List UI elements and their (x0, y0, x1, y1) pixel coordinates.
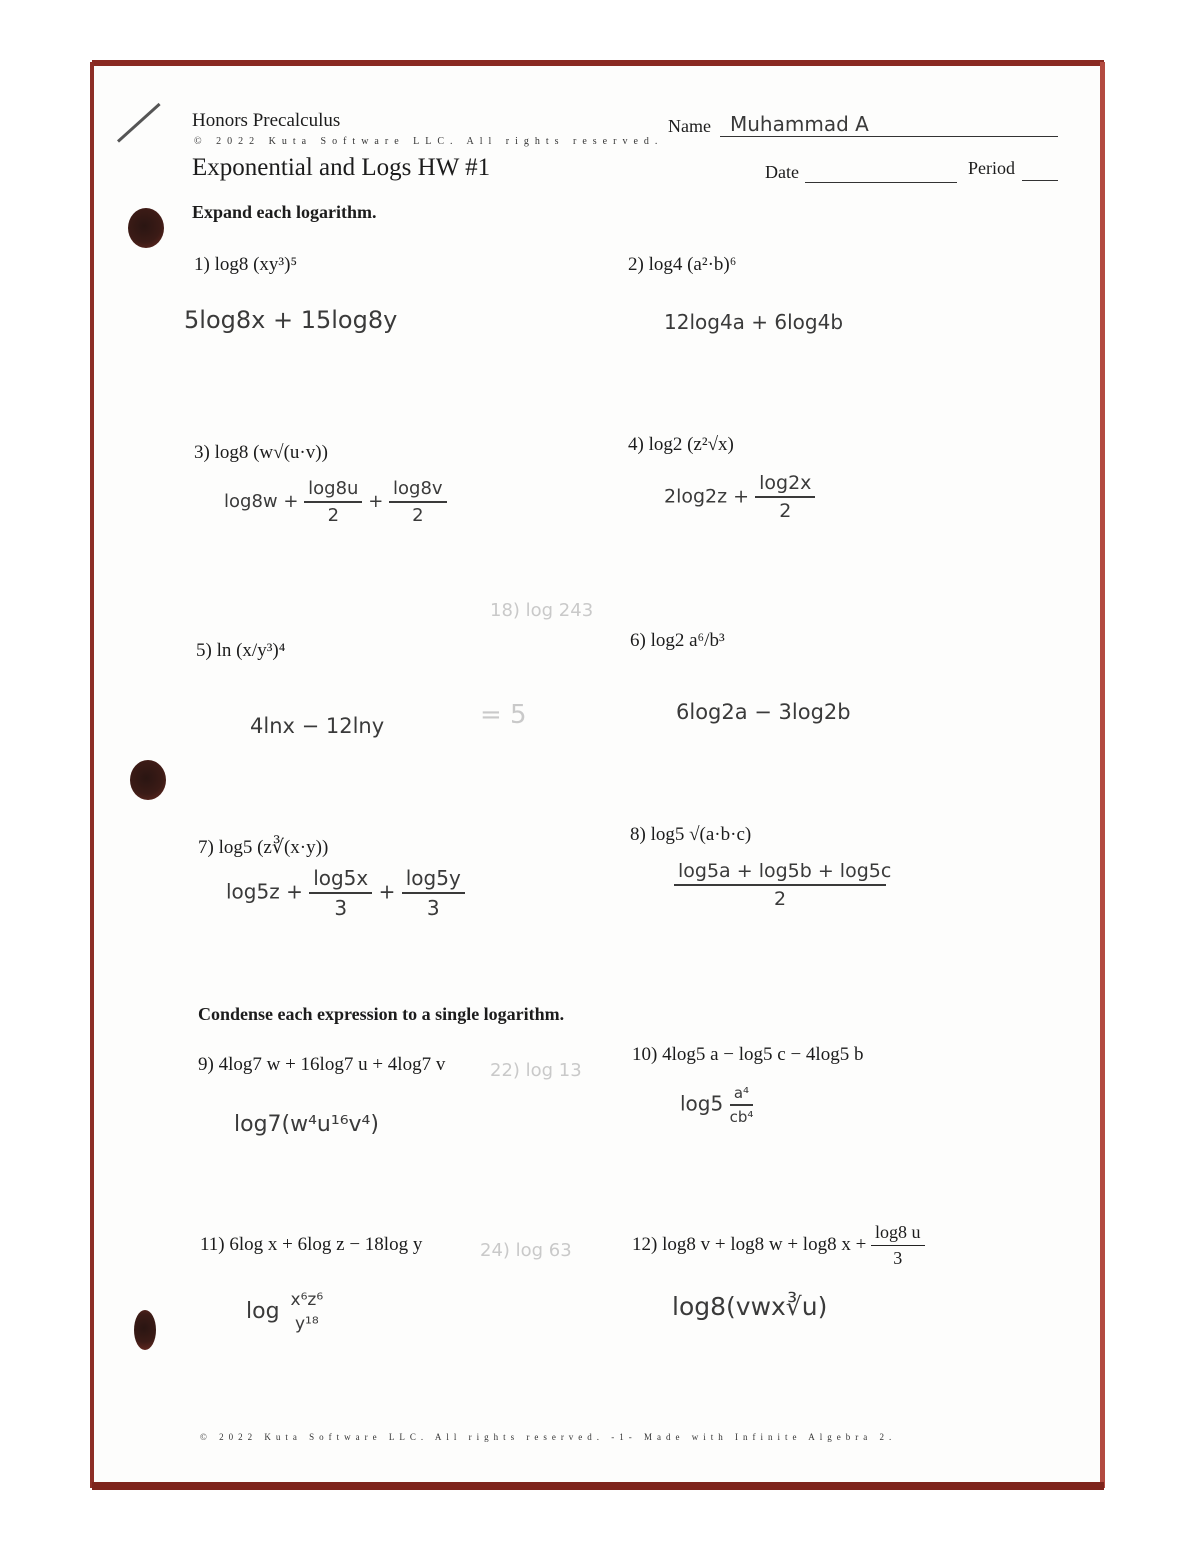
answer-term: 2log2z + (664, 485, 750, 508)
answer-term: log5 (680, 1091, 724, 1116)
fraction-denominator: 2 (327, 505, 340, 526)
problem-number: 1) (194, 254, 210, 275)
answer-1: 5log8x + 15log8y (184, 306, 398, 334)
problem-expression: 6log x + 6log z − 18log y (229, 1234, 423, 1255)
answer-term: log5z + (226, 879, 303, 904)
fraction-denominator: y¹⁸ (295, 1314, 319, 1334)
problem-8 (630, 824, 751, 846)
binder-hole-middle (130, 760, 166, 800)
show-through-mark: 22) log 13 (490, 1060, 582, 1081)
problem-5 (196, 640, 285, 662)
problem-number: 11) (200, 1234, 225, 1255)
period-label: Period (968, 158, 1015, 178)
fraction-denominator: 3 (893, 1248, 903, 1268)
show-through-mark: = 5 (480, 700, 527, 730)
fraction-numerator: log5y (402, 866, 465, 894)
fraction-numerator: a⁴ (730, 1084, 754, 1106)
problem-10 (632, 1044, 863, 1066)
problem-number: 6) (630, 630, 646, 651)
fraction-denominator: 2 (779, 500, 792, 522)
name-label: Name (668, 116, 711, 136)
course-name: Honors Precalculus (192, 110, 341, 131)
answer-fraction (287, 1290, 328, 1334)
problem-expression: log4 (a²·b)⁶ (648, 254, 737, 275)
binder-hole-top (128, 208, 164, 248)
answer-9: log7(w⁴u¹⁶v⁴) (234, 1112, 379, 1137)
problem-number: 9) (198, 1054, 214, 1075)
answer-term: log (246, 1299, 280, 1324)
problem-expression: 4log7 w + 16log7 u + 4log7 v (218, 1054, 446, 1075)
scan-edge-right (1100, 62, 1105, 1488)
answer-7: log5z + $\frac{\log 5x}{3}$ + $\frac{\log 5y}{3}$ (226, 866, 465, 920)
scan-edge-bottom (92, 1482, 1104, 1490)
fraction-numerator: log5a + log5b + log5c (674, 860, 886, 886)
copyright-notice: © 2022 Kuta Software LLC. All rights reserved. (194, 136, 664, 147)
problem-expression: log5 √(a·b·c) (650, 824, 752, 845)
answer-term: log8w + (224, 491, 299, 512)
fraction-numerator: log2x (755, 472, 815, 498)
section-condense-heading: Condense each expression to a single logarithm. (198, 1004, 565, 1024)
problem-fraction (871, 1222, 925, 1269)
answer-12: log8(vwx∛u) (672, 1292, 828, 1321)
answer-3: log8w + $\frac{\log 8u}{2}$ + $\frac{\log 8v}{2}$ (224, 478, 447, 526)
name-field[interactable] (720, 112, 1058, 137)
problem-number: 4) (628, 434, 644, 455)
problem-expression: 4log5 a − log5 c − 4log5 b (662, 1044, 864, 1065)
fraction-denominator: 2 (412, 505, 424, 526)
answer-4 (664, 472, 815, 522)
fraction-denominator: 2 (773, 888, 787, 910)
problem-number: 8) (630, 824, 646, 845)
answer-fraction (389, 478, 447, 526)
answer-10 (680, 1084, 753, 1126)
fraction-denominator: 3 (334, 896, 348, 920)
problem-expression: log5 (z∛(x·y)) (218, 837, 329, 858)
problem-3 (194, 442, 328, 464)
fraction-numerator: log8u (304, 478, 362, 503)
date-label: Date (765, 162, 799, 182)
page-title: Exponential and Logs HW #1 (192, 154, 491, 181)
period-field[interactable] (1022, 156, 1058, 181)
fraction-numerator: log8v (389, 478, 447, 503)
answer-fraction (755, 472, 815, 522)
problem-expression: log2 (z²√x) (648, 434, 734, 455)
problem-number: 7) (198, 837, 214, 858)
problem-expression: log8 v + log8 w + log8 x + (662, 1233, 867, 1255)
problem-12 (632, 1222, 925, 1269)
fraction-denominator: cb⁴ (729, 1108, 754, 1126)
problem-1 (194, 254, 297, 276)
page-footer: © 2022 Kuta Software LLC. All rights reserved. -1- Made with Infinite Algebra 2. (200, 1432, 897, 1442)
problem-number: 2) (628, 254, 644, 275)
fraction-numerator: log8 u (871, 1222, 925, 1246)
show-through-mark: 18) log 243 (490, 600, 594, 621)
problem-expression: log2 a⁶/b³ (650, 630, 725, 651)
answer-8 (674, 860, 892, 910)
answer-fraction (674, 860, 892, 910)
show-through-mark: 24) log 63 (480, 1240, 572, 1261)
problem-number: 12) (632, 1233, 658, 1255)
problem-number: 3) (194, 442, 210, 463)
problem-11 (200, 1234, 422, 1256)
problem-number: 10) (632, 1044, 658, 1065)
answer-fraction (304, 478, 362, 526)
binder-hole-bottom (134, 1310, 156, 1350)
answer-6: 6log2a − 3log2b (676, 700, 851, 724)
fraction-denominator: 3 (426, 896, 440, 920)
date-field[interactable] (805, 158, 957, 183)
problem-6 (630, 630, 725, 652)
section-expand-heading: Expand each logarithm. (192, 202, 377, 222)
problem-9 (198, 1054, 445, 1076)
worksheet-paper (94, 66, 1100, 1482)
answer-5: 4lnx − 12lny (250, 714, 385, 738)
fraction-numerator: log5x (309, 866, 372, 894)
answer-2: 12log4a + 6log4b (664, 310, 844, 334)
problem-expression: log8 (w√(u·v)) (214, 442, 328, 463)
answer-fraction (402, 866, 465, 920)
problem-number: 5) (196, 640, 212, 661)
problem-expression: log8 (xy³)⁵ (214, 254, 298, 275)
answer-fraction (309, 866, 372, 920)
fraction-numerator: x⁶z⁶ (290, 1290, 324, 1310)
problem-7 (198, 836, 328, 859)
answer-11 (246, 1290, 327, 1334)
problem-4 (628, 434, 734, 456)
name-value: Muhammad A (730, 112, 869, 136)
answer-fraction (730, 1084, 754, 1126)
problem-expression: ln (x/y³)⁴ (216, 640, 286, 661)
problem-2 (628, 254, 736, 276)
